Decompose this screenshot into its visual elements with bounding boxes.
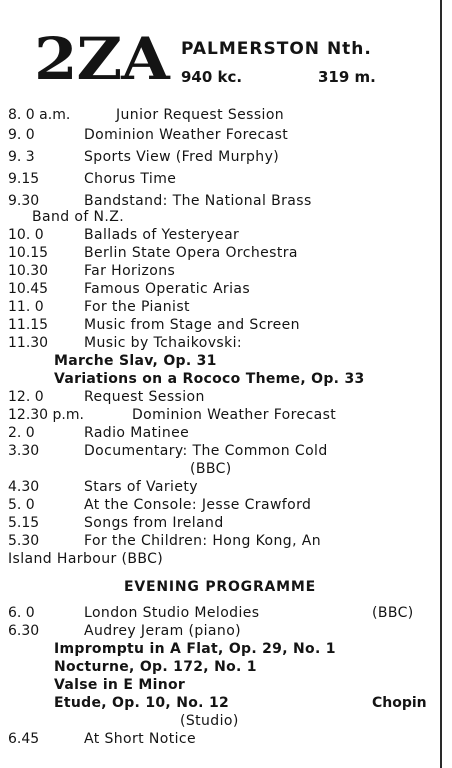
entry-title: Dominion Weather Forecast [84, 127, 289, 143]
entry-title: Request Session [84, 389, 205, 405]
entry-time: 10.15 [8, 245, 49, 261]
entry-title: Junior Request Session [116, 107, 285, 123]
entry-time: 9.15 [8, 171, 40, 187]
programme-entry [0, 604, 440, 622]
entry-time: 12. 0 [8, 389, 44, 405]
programme-entry [0, 514, 440, 532]
entry-title: At Short Notice [84, 731, 197, 747]
programme-entry [0, 478, 440, 496]
evening-programme-heading: EVENING PROGRAMME [123, 579, 317, 595]
programme-entry [0, 148, 440, 166]
programme-entry [0, 424, 440, 442]
entry-title: London Studio Melodies [84, 605, 260, 621]
station-wavelength: 319 m. [318, 68, 376, 86]
programme-entry [0, 106, 440, 124]
entry-title: For the Children: Hong Kong, An [84, 533, 322, 549]
entry-title-continuation: (BBC) [190, 461, 232, 477]
entry-title: Radio Matinee [84, 425, 190, 441]
programme-entry [0, 126, 440, 144]
entry-title-continuation: (Studio) [180, 713, 239, 729]
composer-credit: Chopin [372, 695, 427, 711]
entry-title: Ballads of Yesteryear [84, 227, 240, 243]
entry-title-continuation: Island Harbour (BBC) [8, 551, 164, 567]
entry-time: 9. 0 [8, 127, 35, 143]
entry-title: Stars of Variety [84, 479, 198, 495]
entry-time: 3.30 [8, 443, 40, 459]
entry-title: Famous Operatic Arias [84, 281, 251, 297]
work-item: Impromptu in A Flat, Op. 29, No. 1 [54, 641, 336, 657]
programme-entry [0, 406, 440, 424]
station-callsign: 2ZA [34, 25, 169, 93]
work-item: Valse in E Minor [54, 677, 186, 693]
programme-entry [0, 280, 440, 298]
entry-time: 6.45 [8, 731, 40, 747]
entry-time: 10.45 [8, 281, 49, 297]
entry-title: Songs from Ireland [84, 515, 224, 531]
programme-entry [0, 622, 440, 640]
station-header [0, 0, 440, 100]
programme-entry [0, 262, 440, 280]
programme-entry [0, 730, 440, 748]
entry-time: 10.30 [8, 263, 49, 279]
entry-time: 5. 0 [8, 497, 35, 513]
entry-time: 6.30 [8, 623, 40, 639]
entry-time: 6. 0 [8, 605, 35, 621]
entry-time: 5.30 [8, 533, 40, 549]
work-item: Nocturne, Op. 172, No. 1 [54, 659, 257, 675]
entry-title: Bandstand: The National Brass [84, 193, 312, 209]
entry-time: 11. 0 [8, 299, 44, 315]
programme-entry [0, 334, 440, 352]
work-item: Marche Slav, Op. 31 [54, 353, 217, 369]
work-item: Etude, Op. 10, No. 12 [54, 695, 230, 711]
entry-time: 5.15 [8, 515, 40, 531]
entry-title: Music from Stage and Screen [84, 317, 300, 333]
entry-title: Sports View (Fred Murphy) [84, 149, 280, 165]
station-name: PALMERSTON Nth. [181, 39, 372, 59]
entry-time: 9.30 [8, 193, 40, 209]
entry-note: (BBC) [372, 605, 414, 621]
entry-time: 11.30 [8, 335, 49, 351]
entry-time: 2. 0 [8, 425, 35, 441]
entry-title: Audrey Jeram (piano) [84, 623, 242, 639]
entry-title: At the Console: Jesse Crawford [84, 497, 312, 513]
programme-entry [0, 244, 440, 262]
entry-time: 8. 0 a.m. [8, 107, 71, 123]
entry-title: Documentary: The Common Cold [84, 443, 328, 459]
entry-title: Dominion Weather Forecast [132, 407, 337, 423]
entry-title-continuation: Band of N.Z. [32, 209, 125, 225]
column-rule [440, 0, 442, 768]
entry-time: 9. 3 [8, 149, 35, 165]
programme-entry [0, 388, 440, 406]
entry-title: Berlin State Opera Orchestra [84, 245, 298, 261]
entry-time: 12.30 p.m. [8, 407, 84, 423]
programme-entry [0, 496, 440, 514]
entry-title: Chorus Time [84, 171, 177, 187]
entry-time: 4.30 [8, 479, 40, 495]
entry-time: 10. 0 [8, 227, 44, 243]
entry-title: For the Pianist [84, 299, 190, 315]
work-item: Variations on a Rococo Theme, Op. 33 [54, 371, 365, 387]
entry-time: 11.15 [8, 317, 49, 333]
station-frequency: 940 kc. [181, 68, 243, 86]
programme-entry [0, 226, 440, 244]
programme-entry [0, 316, 440, 334]
programme-entry [0, 298, 440, 316]
entry-title: Music by Tchaikovski: [84, 335, 242, 351]
programme-entry [0, 442, 440, 460]
programme-entry [0, 532, 440, 550]
entry-title: Far Horizons [84, 263, 176, 279]
programme-entry [0, 170, 440, 188]
